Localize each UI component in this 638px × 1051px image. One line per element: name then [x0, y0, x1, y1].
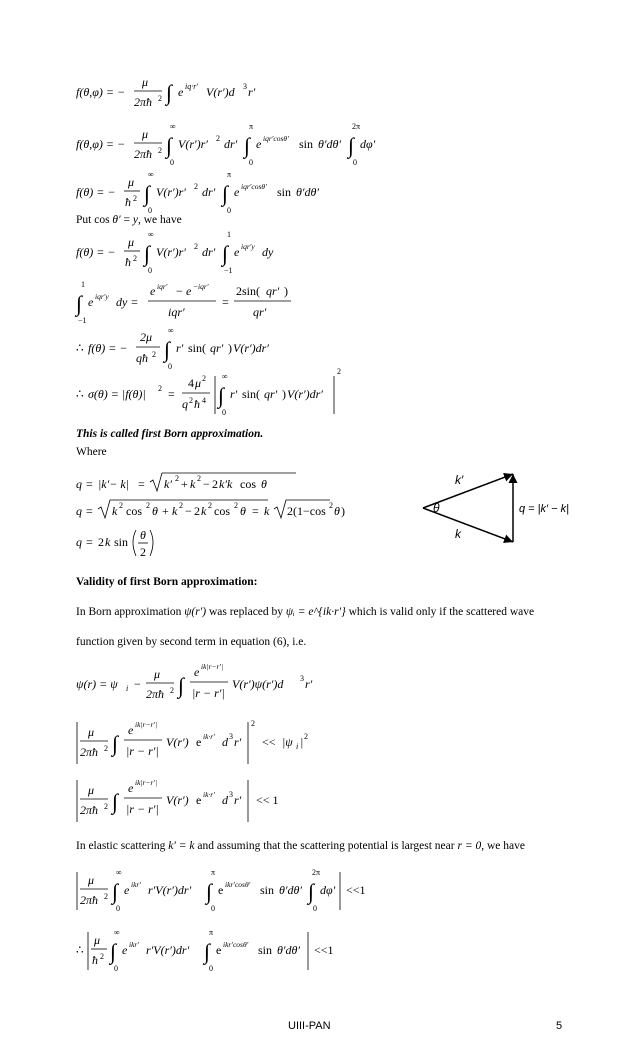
svg-text:∞: ∞	[148, 230, 154, 239]
svg-text:e: e	[234, 185, 240, 199]
svg-text:k: k	[190, 477, 196, 491]
svg-text:sin: sin	[258, 943, 273, 957]
svg-text:<<1: <<1	[314, 943, 334, 957]
equation-8	[76, 470, 296, 500]
equation-4-render	[76, 232, 316, 277]
svg-text:i: i	[296, 742, 299, 751]
equation-11	[76, 662, 326, 714]
svg-text:ħ: ħ	[125, 195, 131, 209]
svg-text:2: 2	[304, 732, 308, 741]
svg-text:e: e	[216, 943, 222, 957]
svg-text:μ: μ	[142, 127, 149, 141]
svg-text:2: 2	[104, 892, 108, 901]
svg-text:k: k	[172, 504, 178, 518]
equation-15	[76, 926, 336, 978]
equation-1-render	[76, 72, 336, 112]
svg-text:=: =	[86, 504, 93, 518]
svg-text:V(r′)r′: V(r′)r′	[156, 245, 186, 259]
svg-text:V(r′)dr′: V(r′)dr′	[287, 387, 323, 401]
svg-text:0: 0	[249, 158, 253, 167]
svg-text:ikr′cosθ′: ikr′cosθ′	[223, 940, 249, 949]
svg-text:e: e	[196, 735, 202, 749]
svg-text:e: e	[196, 793, 202, 807]
svg-text:2πħ: 2πħ	[146, 687, 165, 701]
svg-text:f(θ) = −: f(θ) = −	[76, 185, 116, 199]
svg-text:−: −	[203, 477, 210, 491]
equation-2-render	[76, 122, 376, 167]
svg-text:ik|r−r′|: ik|r−r′|	[201, 662, 224, 671]
svg-text:<<: <<	[262, 735, 276, 749]
svg-text:f(θ) = −: f(θ) = −	[88, 341, 128, 355]
svg-text:2πħ: 2πħ	[80, 893, 99, 907]
svg-text:∫: ∫	[110, 939, 117, 964]
svg-text:2: 2	[212, 477, 218, 491]
svg-text:=: =	[222, 295, 229, 309]
svg-text:θ: θ	[152, 504, 158, 518]
svg-text:qr′: qr′	[266, 284, 280, 298]
svg-text:ħ: ħ	[125, 255, 131, 269]
svg-text:e: e	[194, 665, 200, 679]
svg-text:2: 2	[194, 242, 198, 251]
svg-text:=: =	[252, 504, 259, 518]
svg-text:e: e	[186, 284, 192, 298]
svg-text:cos: cos	[126, 504, 142, 518]
equation-10	[76, 526, 216, 566]
svg-text:π: π	[209, 928, 214, 937]
svg-text:sin: sin	[277, 185, 292, 199]
svg-text:ik·r′: ik·r′	[203, 732, 215, 741]
svg-text:2π: 2π	[312, 868, 321, 877]
svg-text:r′: r′	[305, 677, 313, 691]
svg-text:∞: ∞	[114, 928, 120, 937]
svg-text:): )	[341, 504, 345, 518]
svg-text:=: =	[168, 387, 175, 401]
svg-text:2: 2	[197, 474, 201, 483]
svg-text:2: 2	[194, 504, 200, 518]
svg-text:V(r′)dr′: V(r′)dr′	[233, 341, 269, 355]
svg-text:e: e	[218, 883, 224, 897]
svg-text:∞: ∞	[116, 868, 122, 877]
svg-text:k: k	[112, 504, 118, 518]
svg-text:∫: ∫	[164, 337, 171, 362]
svg-text:e: e	[88, 295, 94, 309]
svg-text:3: 3	[243, 82, 247, 91]
svg-text:ik|r−r′|: ik|r−r′|	[135, 778, 158, 787]
svg-text:0: 0	[148, 266, 152, 275]
svg-text:2πħ: 2πħ	[80, 745, 99, 759]
svg-text:∫: ∫	[348, 133, 355, 158]
label-theta: θ	[433, 501, 440, 515]
equation-12	[76, 718, 356, 772]
svg-text:iq·r′: iq·r′	[185, 82, 199, 91]
svg-text:0: 0	[168, 362, 172, 371]
svg-text:μ: μ	[88, 873, 95, 887]
equation-10-render	[76, 526, 216, 562]
svg-text:=: =	[86, 535, 93, 549]
svg-text:q: q	[182, 397, 188, 411]
svg-text:σ(θ) = |f(θ)|: σ(θ) = |f(θ)|	[88, 387, 146, 401]
svg-text:e: e	[178, 85, 184, 99]
where-label: Where	[76, 446, 107, 458]
svg-text:k: k	[264, 504, 270, 518]
svg-text:sin: sin	[299, 137, 314, 151]
svg-text:|r − r′|: |r − r′|	[126, 802, 159, 816]
svg-text:r′: r′	[230, 387, 238, 401]
scattering-triangle	[415, 462, 600, 547]
svg-text:+: +	[181, 477, 188, 491]
svg-text:−: −	[185, 504, 192, 518]
svg-text:θ: θ	[261, 477, 267, 491]
svg-text:2: 2	[179, 501, 183, 510]
born-paragraph-line-2: function given by second term in equation (6), i.e.	[76, 636, 307, 648]
svg-text:−1: −1	[224, 266, 233, 275]
svg-text:2: 2	[234, 501, 238, 510]
svg-text:dy: dy	[262, 245, 274, 259]
svg-text:∫: ∫	[308, 879, 315, 904]
svg-text:q: q	[76, 504, 82, 518]
svg-text:−: −	[176, 284, 183, 298]
svg-text:∫: ∫	[166, 80, 173, 105]
svg-text:<< 1: << 1	[256, 793, 279, 807]
svg-text:0: 0	[114, 964, 118, 973]
svg-text:−iqr′: −iqr′	[193, 282, 209, 291]
footer-label: UIII-PAN	[288, 1020, 331, 1032]
svg-text:dr′: dr′	[202, 245, 216, 259]
svg-text:2: 2	[104, 802, 108, 811]
born-paragraph-line-1: In Born approximation ψ(r′) was replaced by ψᵢ = e^{ik·r′} which is valid only if the scattered wave	[76, 606, 535, 618]
equation-7-render	[76, 367, 341, 420]
svg-text:∫: ∫	[178, 673, 185, 698]
svg-text:e: e	[128, 723, 134, 737]
svg-text:iqr′y: iqr′y	[241, 242, 255, 251]
svg-text:V(r′): V(r′)	[166, 793, 189, 807]
svg-text:2: 2	[216, 134, 220, 143]
equation-2	[76, 122, 376, 171]
equation-9	[76, 497, 345, 527]
svg-text:∞: ∞	[168, 326, 174, 335]
svg-text:4: 4	[188, 376, 194, 390]
svg-text:r′: r′	[248, 85, 256, 99]
svg-text:∫: ∫	[204, 939, 211, 964]
svg-text:−1: −1	[78, 316, 87, 325]
svg-text:μ: μ	[88, 783, 95, 797]
svg-text:∫: ∫	[244, 133, 251, 158]
svg-text:θ′dθ′: θ′dθ′	[296, 185, 320, 199]
svg-text:d: d	[222, 793, 228, 807]
svg-text:2: 2	[146, 501, 150, 510]
svg-text:∫: ∫	[112, 789, 119, 814]
svg-text:ħ: ħ	[194, 397, 200, 411]
svg-text:μ: μ	[88, 725, 95, 739]
svg-text:θ: θ	[240, 504, 246, 518]
svg-text:2πħ: 2πħ	[134, 95, 153, 109]
svg-text:−: −	[134, 677, 141, 691]
svg-text:V(r′)r′: V(r′)r′	[156, 185, 186, 199]
equation-4	[76, 232, 316, 281]
svg-text:2π: 2π	[352, 122, 361, 131]
svg-text:0: 0	[211, 904, 215, 913]
svg-text:+: +	[162, 504, 169, 518]
svg-text:2: 2	[202, 374, 206, 383]
svg-text:2: 2	[175, 474, 179, 483]
svg-text:2: 2	[140, 545, 146, 559]
svg-text:2: 2	[329, 501, 333, 510]
svg-text:2: 2	[98, 535, 104, 549]
page-number: 5	[556, 1020, 563, 1032]
svg-text:1: 1	[227, 230, 231, 239]
svg-text:2: 2	[152, 350, 156, 359]
svg-text:θ′dθ′: θ′dθ′	[277, 943, 301, 957]
svg-text:q: q	[76, 535, 82, 549]
svg-text:∫: ∫	[222, 241, 229, 266]
svg-text:V(r′)d: V(r′)d	[206, 85, 235, 99]
equation-5-render	[76, 282, 336, 327]
label-k-prime: k′	[455, 473, 464, 487]
svg-text:d: d	[222, 735, 228, 749]
svg-text:μ: μ	[142, 75, 149, 89]
svg-text:0: 0	[222, 408, 226, 417]
svg-text:2: 2	[133, 194, 137, 203]
svg-text:ikr′cosθ′: ikr′cosθ′	[225, 880, 251, 889]
svg-text:0: 0	[209, 964, 213, 973]
scattering-vector-diagram	[415, 462, 600, 547]
svg-text:∞: ∞	[222, 372, 228, 381]
svg-text:sin(: sin(	[242, 387, 260, 401]
equation-15-render	[76, 926, 336, 974]
svg-text:4: 4	[202, 396, 206, 405]
equation-5	[76, 282, 336, 331]
label-k: k	[455, 527, 461, 541]
svg-text:ikr′: ikr′	[131, 880, 141, 889]
svg-text:k: k	[201, 504, 207, 518]
svg-text:2: 2	[158, 384, 162, 393]
svg-text:qr′: qr′	[210, 341, 224, 355]
svg-text:θ: θ	[140, 528, 146, 542]
svg-text:∫: ∫	[112, 879, 119, 904]
svg-text:e: e	[150, 284, 156, 298]
svg-text:2: 2	[337, 367, 341, 376]
svg-text:∫: ∫	[166, 133, 173, 158]
svg-text:e: e	[256, 137, 262, 151]
svg-text:θ′dθ′: θ′dθ′	[318, 137, 342, 151]
svg-text:0: 0	[116, 904, 120, 913]
svg-text:∫: ∫	[144, 181, 151, 206]
svg-text:<<1: <<1	[346, 883, 366, 897]
svg-text:2: 2	[100, 952, 104, 961]
svg-text:θ: θ	[334, 504, 340, 518]
svg-text:iqr′: iqr′	[168, 305, 185, 319]
svg-text:r′V(r′)dr′: r′V(r′)dr′	[148, 883, 192, 897]
label-q: q = |k′ − k|	[519, 503, 569, 515]
svg-text:i: i	[126, 684, 129, 693]
svg-text:): )	[284, 284, 288, 298]
svg-text:μ: μ	[128, 235, 135, 249]
svg-text:0: 0	[148, 206, 152, 215]
svg-text:q: q	[76, 477, 82, 491]
svg-text:f(θ,φ) = −: f(θ,φ) = −	[76, 137, 126, 151]
svg-text:∫: ∫	[222, 181, 229, 206]
equation-8-render	[76, 470, 296, 496]
equation-14	[76, 866, 366, 918]
svg-text:V(r′)r′: V(r′)r′	[178, 137, 208, 151]
svg-text:e: e	[124, 883, 130, 897]
equation-14-render	[76, 866, 366, 914]
svg-text:∫: ∫	[206, 879, 213, 904]
svg-text:0: 0	[170, 158, 174, 167]
svg-text:|: |	[300, 735, 304, 749]
svg-text:dr′: dr′	[202, 185, 216, 199]
svg-text:∞: ∞	[148, 170, 154, 179]
svg-text:0: 0	[227, 206, 231, 215]
svg-text:2: 2	[189, 396, 193, 405]
svg-text:3: 3	[229, 790, 233, 799]
svg-text:r′V(r′)dr′: r′V(r′)dr′	[146, 943, 190, 957]
svg-text:sin: sin	[260, 883, 275, 897]
svg-text:|ψ: |ψ	[282, 735, 293, 749]
svg-text:iqr′: iqr′	[157, 282, 168, 291]
equation-12-render	[76, 718, 356, 768]
svg-text:r′: r′	[234, 793, 242, 807]
svg-text:∞: ∞	[170, 122, 176, 131]
svg-text:sin(: sin(	[188, 341, 206, 355]
born-approximation-title: This is called first Born approximation.	[76, 428, 264, 440]
svg-text:π: π	[227, 170, 232, 179]
svg-text:∴: ∴	[76, 943, 84, 957]
equation-11-render	[76, 662, 326, 710]
svg-text:2μ: 2μ	[140, 330, 153, 344]
svg-text:qħ: qħ	[136, 351, 148, 365]
svg-text:2: 2	[158, 94, 162, 103]
svg-text:e: e	[234, 245, 240, 259]
svg-text:μ: μ	[154, 667, 161, 681]
svg-text:0: 0	[313, 904, 317, 913]
svg-text:2: 2	[194, 182, 198, 191]
equation-13-render	[76, 776, 316, 826]
svg-text:ħ: ħ	[92, 953, 98, 967]
svg-text:2(1−cos: 2(1−cos	[287, 504, 326, 518]
svg-text:|r − r′|: |r − r′|	[192, 686, 225, 700]
svg-text:f(θ) = −: f(θ) = −	[76, 245, 116, 259]
svg-text:cos: cos	[240, 477, 256, 491]
svg-text:dy =: dy =	[116, 295, 139, 309]
svg-text:2: 2	[158, 146, 162, 155]
svg-text:∴: ∴	[76, 387, 84, 401]
svg-text:): )	[228, 341, 232, 355]
equation-7	[76, 367, 341, 424]
svg-text:ik·r′: ik·r′	[203, 790, 215, 799]
svg-text:∫: ∫	[112, 731, 119, 756]
svg-text:θ′dθ′: θ′dθ′	[279, 883, 303, 897]
svg-text:dφ′: dφ′	[360, 137, 376, 151]
svg-text:2sin(: 2sin(	[236, 284, 260, 298]
svg-text:ikr′: ikr′	[129, 940, 139, 949]
svg-text:2: 2	[170, 686, 174, 695]
elastic-scattering-text: In elastic scattering k′ = k and assuming that the scattering potential is largest near r = 0, we have	[76, 840, 525, 852]
svg-text:0: 0	[353, 158, 357, 167]
svg-text:μ: μ	[195, 376, 202, 390]
svg-text:π: π	[211, 868, 216, 877]
svg-text:): )	[282, 387, 286, 401]
svg-text:k: k	[105, 535, 111, 549]
svg-text:iqr′cosθ′: iqr′cosθ′	[241, 182, 267, 191]
svg-text:2: 2	[251, 719, 255, 728]
svg-text:∫: ∫	[144, 241, 151, 266]
svg-text:dφ′: dφ′	[320, 883, 336, 897]
svg-text:∫: ∫	[218, 383, 225, 408]
svg-text:μ: μ	[94, 933, 101, 947]
validity-title: Validity of first Born approximation:	[76, 576, 258, 588]
svg-text:2: 2	[119, 501, 123, 510]
svg-text:=: =	[138, 477, 145, 491]
svg-text:μ: μ	[128, 175, 135, 189]
svg-text:2: 2	[133, 254, 137, 263]
svg-text:k′: k′	[164, 477, 172, 491]
svg-text:3: 3	[300, 674, 304, 683]
svg-text:∫: ∫	[76, 291, 83, 316]
svg-text:r′: r′	[176, 341, 184, 355]
svg-text:2: 2	[104, 744, 108, 753]
svg-text:e: e	[122, 943, 128, 957]
svg-text:π: π	[249, 122, 254, 131]
svg-text:1: 1	[81, 280, 85, 289]
svg-text:f(θ,φ) = −: f(θ,φ) = −	[76, 85, 126, 99]
equation-9-render	[76, 497, 345, 523]
svg-text:∴: ∴	[76, 341, 84, 355]
equation-1	[76, 72, 336, 116]
svg-text:cos: cos	[214, 504, 230, 518]
equation-13	[76, 776, 316, 830]
svg-text:3: 3	[229, 732, 233, 741]
svg-text:ik|r−r′|: ik|r−r′|	[135, 720, 158, 729]
svg-text:|r − r′|: |r − r′|	[126, 744, 159, 758]
svg-text:qr′: qr′	[253, 305, 267, 319]
svg-text:|k′− k|: |k′− k|	[98, 477, 129, 491]
svg-text:r′: r′	[234, 735, 242, 749]
svg-text:V(r′)ψ(r′)d: V(r′)ψ(r′)d	[232, 677, 284, 691]
svg-text:ψ(r) = ψ: ψ(r) = ψ	[76, 677, 118, 691]
equation-3-render	[76, 172, 336, 217]
put-cos-text: Put cos θ′ = y, we have	[76, 214, 182, 226]
svg-text:iqr′y: iqr′y	[95, 292, 109, 301]
equation-6-render	[76, 328, 316, 373]
svg-text:e: e	[128, 781, 134, 795]
svg-text:dr′: dr′	[224, 137, 238, 151]
svg-text:qr′: qr′	[264, 387, 278, 401]
svg-text:2πħ: 2πħ	[80, 803, 99, 817]
svg-text:V(r′): V(r′)	[166, 735, 189, 749]
svg-text:iqr′cosθ′: iqr′cosθ′	[263, 134, 289, 143]
svg-text:2: 2	[208, 501, 212, 510]
svg-text:sin: sin	[114, 535, 129, 549]
svg-text:k′k: k′k	[219, 477, 233, 491]
svg-text:2πħ: 2πħ	[134, 147, 153, 161]
svg-text:=: =	[86, 477, 93, 491]
